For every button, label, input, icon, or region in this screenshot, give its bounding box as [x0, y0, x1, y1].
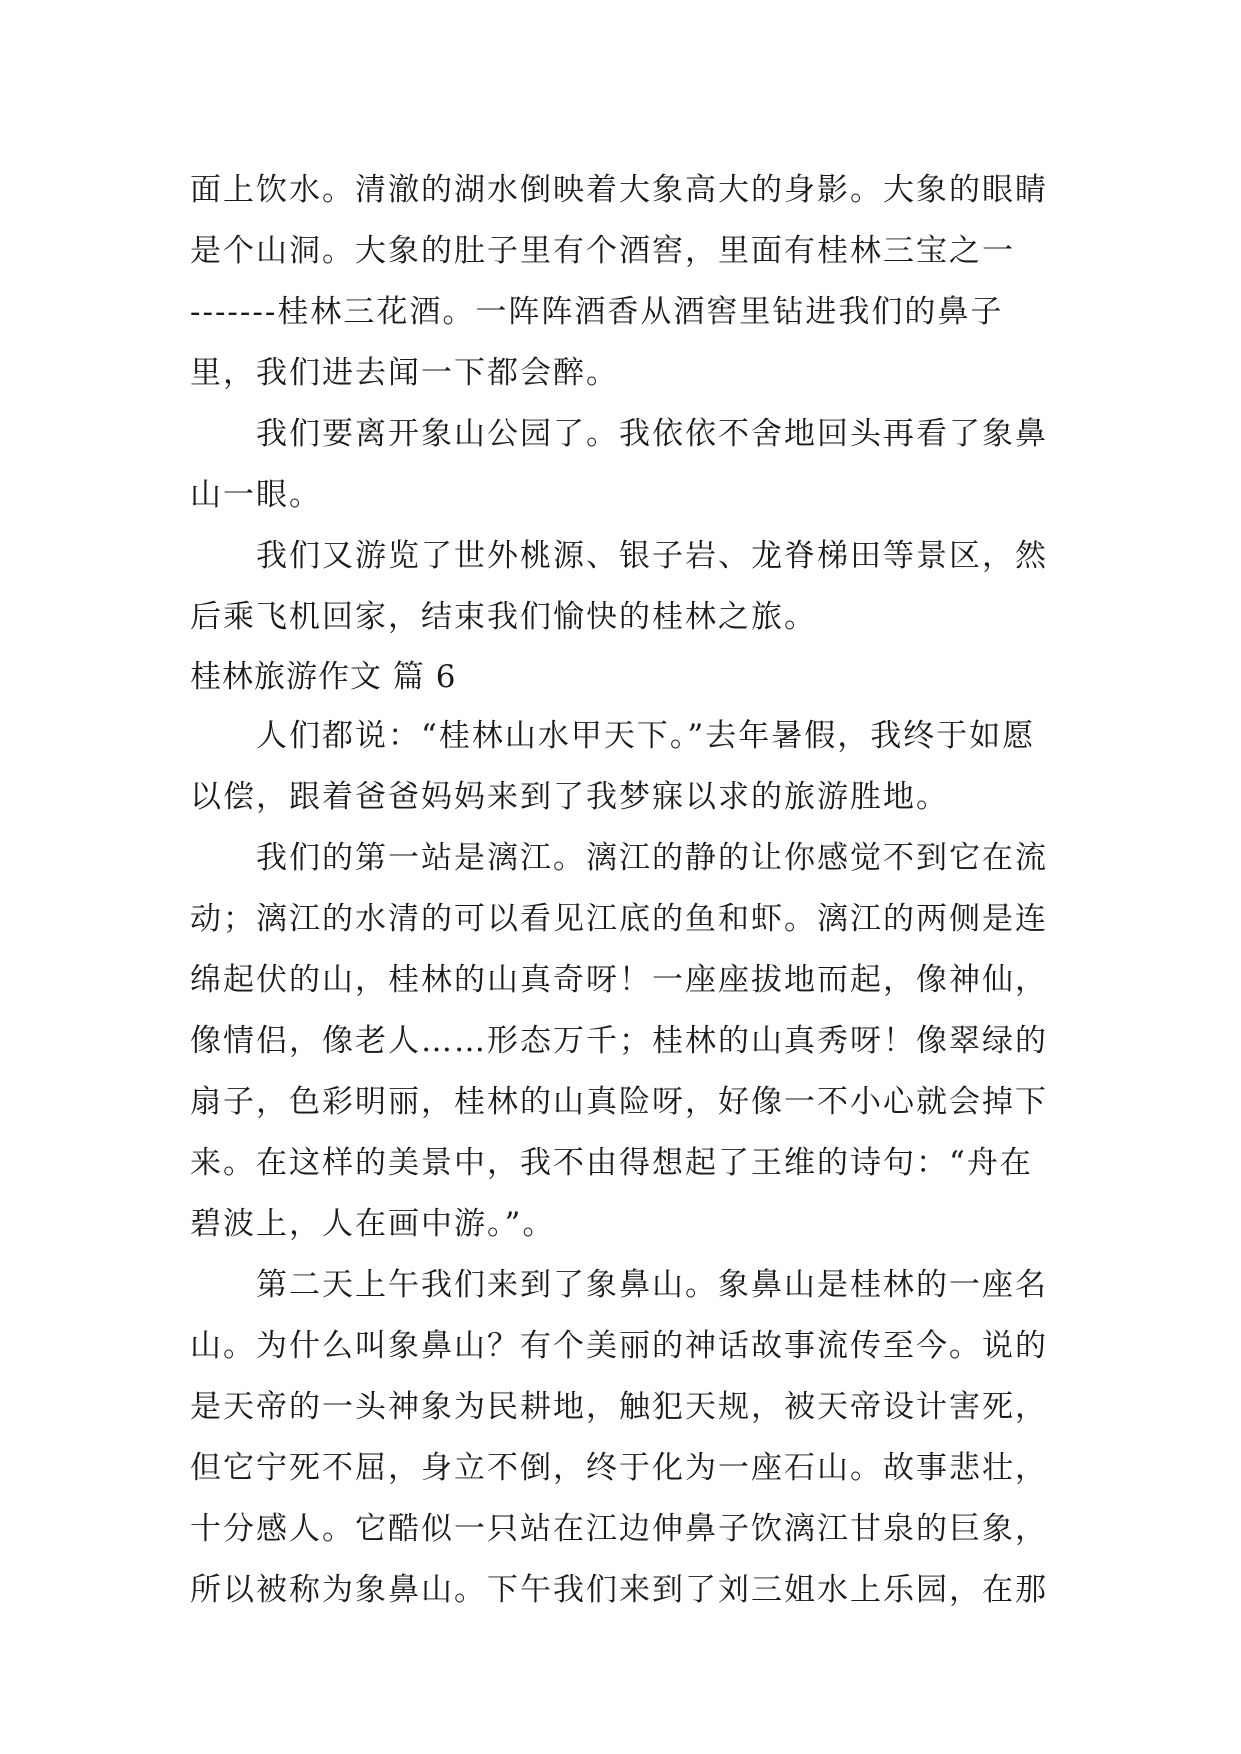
paragraph-start-line: 我们的第一站是漓江。漓江的静的让你感觉不到它在流: [256, 840, 1048, 876]
text-line: 山一眼。: [190, 477, 322, 513]
text-line: 但它宁死不屈，身立不倒，终于化为一座石山。故事悲壮，: [190, 1450, 1048, 1486]
text-line: 里，我们进去闻一下都会醉。: [190, 355, 619, 391]
text-line: 扇子，色彩明丽，桂林的山真险呀，好像一不小心就会掉下: [190, 1084, 1048, 1120]
text-line: 来。在这样的美景中，我不由得想起了王维的诗句：“舟在: [190, 1145, 1033, 1181]
text-line: 山。为什么叫象鼻山？有个美丽的神话故事流传至今。说的: [190, 1328, 1048, 1364]
paragraph-start-line: 我们又游览了世外桃源、银子岩、龙脊梯田等景区，然: [256, 538, 1048, 574]
text-line: 后乘飞机回家，结束我们愉快的桂林之旅。: [190, 599, 817, 635]
text-line: 以偿，跟着爸爸妈妈来到了我梦寐以求的旅游胜地。: [190, 779, 949, 815]
text-line: 十分感人。它酷似一只站在江边伸鼻子饮漓江甘泉的巨象，: [190, 1511, 1048, 1547]
text-line: 动；漓江的水清的可以看见江底的鱼和虾。漓江的两侧是连: [190, 901, 1048, 937]
text-line: 绵起伏的山，桂林的山真奇呀！一座座拔地而起，像神仙，: [190, 962, 1048, 998]
paragraph-start-line: 我们要离开象山公园了。我依依不舍地回头再看了象鼻: [256, 416, 1048, 452]
text-line: -------桂林三花酒。一阵阵酒香从酒窖里钻进我们的鼻子: [190, 294, 1004, 330]
paragraph-start-line: 人们都说：“桂林山水甲天下。”去年暑假，我终于如愿: [256, 718, 1036, 754]
text-line: 是天帝的一头神象为民耕地，触犯天规，被天帝设计害死，: [190, 1389, 1048, 1425]
paragraph-start-line: 第二天上午我们来到了象鼻山。象鼻山是桂林的一座名: [256, 1267, 1048, 1303]
section-heading: 桂林旅游作文 篇 6: [190, 659, 457, 695]
text-line: 碧波上，人在画中游。”。: [190, 1206, 556, 1242]
text-line: 是个山洞。大象的肚子里有个酒窖，里面有桂林三宝之一: [190, 233, 1015, 269]
text-line: 面上饮水。清澈的湖水倒映着大象高大的身影。大象的眼睛: [190, 172, 1048, 208]
text-line: 像情侣，像老人……形态万千；桂林的山真秀呀！像翠绿的: [190, 1023, 1048, 1059]
text-line: 所以被称为象鼻山。下午我们来到了刘三姐水上乐园，在那: [190, 1572, 1048, 1608]
article-body: [190, 160, 1050, 1621]
